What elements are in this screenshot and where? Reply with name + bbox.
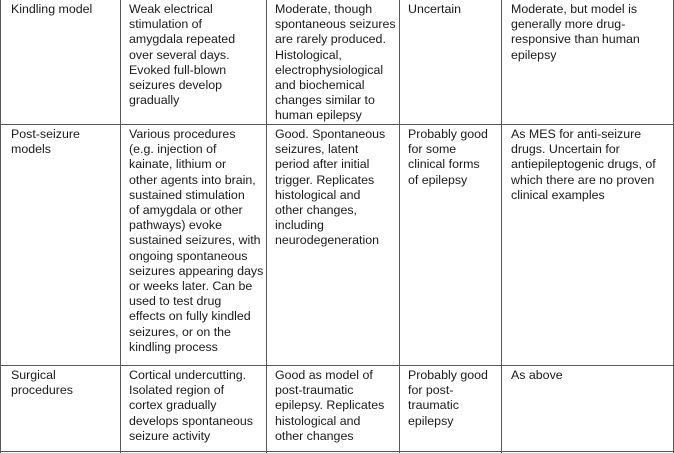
- clinical-relevance-cell: Uncertain: [408, 2, 462, 16]
- description-cell: Various procedures (e.g. injection of kainate, lithium or other agents into brain, sustained stimulation of amygdala or other pathways) evoke sustained seizures, with ongoing spontaneous seizures appearing days or weeks later. Can be used to test drug effects on fully kindled seizures, or on the kindling process: [129, 127, 264, 354]
- table-row-kindling: [0, 0, 674, 125]
- validity-cell: Good. Spontaneous seizures, latent period after initial trigger. Replicates histological and other changes, including neurodegeneration: [275, 127, 386, 248]
- validity-cell: Good as model of post-traumatic epilepsy. Replicates histological and other changes: [275, 368, 385, 443]
- drug-response-cell: Moderate, but model is generally more drug- responsive than human epilepsy: [511, 2, 640, 62]
- validity-cell: Moderate, though spontaneous seizures are rarely produced. Histological, electrophysiological and biochemical changes similar to human epilepsy: [275, 2, 396, 123]
- description-cell: Cortical undercutting. Isolated region of cortex gradually develops spontaneous seizure activity: [129, 368, 254, 443]
- clinical-relevance-cell: Probably good for some clinical forms of epilepsy: [408, 127, 488, 187]
- model-name-cell: Surgical procedures: [11, 368, 73, 398]
- description-cell: Weak electrical stimulation of amygdala repeated over several days. Evoked full-blown seizures develop gradually: [129, 2, 236, 108]
- table-row-post-seizure: [0, 125, 674, 366]
- model-name-cell: Kindling model: [11, 2, 93, 16]
- clinical-relevance-cell: Probably good for post- traumatic epilepsy: [408, 368, 488, 428]
- model-name-cell: Post-seizure models: [11, 127, 80, 157]
- drug-response-cell: As MES for anti-seizure drugs. Uncertain for antiepileptogenic drugs, of which there are no proven clinical examples: [511, 127, 656, 202]
- drug-response-cell: As above: [511, 368, 563, 382]
- table-row-surgical: [0, 366, 674, 452]
